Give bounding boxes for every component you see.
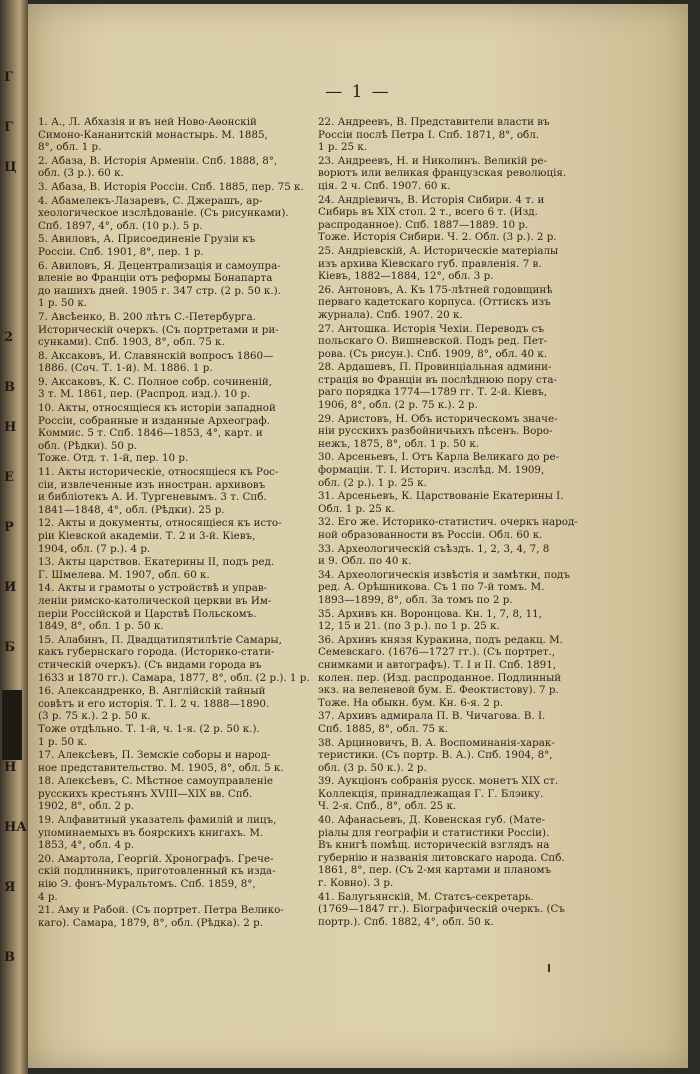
entry-line: (1769—1847 гг.). Біографическій очеркъ. (Съ bbox=[318, 903, 565, 916]
catalog-entry bbox=[318, 737, 593, 775]
catalog-entry bbox=[318, 490, 593, 515]
catalog-entry bbox=[318, 543, 593, 568]
catalog-entry bbox=[318, 775, 593, 813]
entry-line: 1633 и 1870 гг.). Самара, 1877, 8°, обл. (2 р.). 1 р. bbox=[38, 671, 310, 684]
entry-line: 7. Авсѣенко, В. 200 лѣтъ С.-Петербурга. bbox=[38, 310, 256, 323]
entry-line: польскаго О. Вишневской. Подъ ред. Пет- bbox=[318, 335, 548, 348]
entry-line: ной образованности въ Россіи. Обл. 60 к. bbox=[318, 529, 543, 541]
entry-line: 1849, 8°, обл. 1 р. 50 к. bbox=[38, 620, 164, 633]
entry-line: 20. Амартола, Георгій. Хронографъ. Грече- bbox=[38, 852, 274, 865]
entry-line: обл. (3 р. 50 к.). 2 р. bbox=[318, 761, 427, 774]
entry-line: 3 т. М. 1861, пер. (Распрод. изд.). 10 р. bbox=[38, 388, 251, 401]
catalog-entry bbox=[318, 245, 593, 283]
catalog-entry bbox=[318, 451, 593, 489]
spine-letter: Н bbox=[4, 420, 17, 435]
entry-line: 1841—1848, 4°, обл. (Рѣдки). 25 р. bbox=[38, 503, 225, 516]
spine-letter: Ц bbox=[4, 160, 17, 175]
entry-line: 1902, 8°, обл. 2 р. bbox=[38, 800, 135, 813]
entry-line: 10. Акты, относящіеся къ исторіи западной bbox=[38, 402, 276, 415]
spine-letter: В bbox=[4, 950, 15, 965]
entry-line: 41. Балугьянскій, М. Статсъ-секретарь. bbox=[318, 890, 534, 903]
entry-line: хеологическое изслѣдованіе. (Съ рисунками). bbox=[38, 207, 289, 220]
entry-line: 1886. (Соч. Т. 1-й). М. 1886. 1 р. bbox=[38, 362, 213, 375]
entry-line: 39. Аукціонъ собранія русск. монетъ XIX ст. bbox=[318, 775, 559, 788]
entry-line: г. Ковно). 3 р. bbox=[318, 877, 394, 890]
entry-line: ворютъ или великая французская революція. bbox=[318, 167, 567, 180]
entry-line: и библіотекъ А. И. Тургеневымъ. 3 т. Спб. bbox=[38, 491, 267, 504]
catalog-entry bbox=[318, 634, 593, 710]
catalog-entry bbox=[318, 814, 593, 890]
entry-line: русскихъ крестьянъ XVIII—XIX вв. Спб. bbox=[38, 787, 253, 800]
entry-line: Коллекція, принадлежащая Г. Г. Блэику. bbox=[318, 787, 544, 800]
entry-line: 15. Алабинъ, П. Двадцатипятилѣтіе Самары, bbox=[38, 633, 282, 646]
entry-line: 3. Абаза, В. Исторія Россіи. Спб. 1885, пер. 75 к. bbox=[38, 180, 304, 193]
catalog-entry bbox=[318, 569, 593, 607]
catalog-entry bbox=[38, 466, 313, 516]
catalog-entry bbox=[38, 634, 313, 684]
entry-line: какъ губернскаго города. (Историко-стати- bbox=[38, 646, 275, 659]
entry-line: портр.). Спб. 1882, 4°, обл. 50 к. bbox=[318, 915, 494, 928]
catalog-entry bbox=[38, 260, 313, 310]
entry-line: обл. (Рѣдки). 50 р. bbox=[38, 439, 138, 452]
entry-line: 1. А., Л. Абхазія и въ ней Ново-Аѳонскій bbox=[38, 116, 257, 128]
entry-line: Симоно-Кананитскій монастырь. М. 1885, bbox=[38, 128, 268, 141]
entry-line: Обл. 1 р. 25 к. bbox=[318, 502, 395, 515]
catalog-entry bbox=[38, 311, 313, 349]
entry-line: Семевскаго. (1676—1727 гг.). (Съ портрет., bbox=[318, 646, 555, 659]
entry-line: обл. (3 р.). 60 к. bbox=[38, 167, 124, 180]
entry-line: 23. Андреевъ, Н. и Николинъ. Великій ре- bbox=[318, 154, 547, 167]
entry-line: 26. Антоновъ, А. Къ 175-лѣтней годовщинѣ bbox=[318, 283, 553, 296]
catalog-entry bbox=[38, 517, 313, 555]
entry-line: 27. Антошка. Исторія Чехіи. Переводъ съ bbox=[318, 322, 544, 335]
entry-line: Коммис. 5 т. Спб. 1846—1853, 4°, карт. и bbox=[38, 427, 263, 440]
entry-line: Россіи послѣ Петра I. Спб. 1871, 8°, обл. bbox=[318, 128, 540, 141]
spine-letter: Б bbox=[4, 640, 16, 655]
entry-line: Тоже. Отд. т. 1-й, пер. 10 р. bbox=[38, 452, 189, 465]
entry-line: 1861, 8°, пер. (Съ 2-мя картами и планомъ bbox=[318, 864, 552, 877]
right-column bbox=[318, 116, 593, 929]
entry-line: 14. Акты и грамоты о устройствѣ и управ- bbox=[38, 582, 268, 595]
entry-line: 13. Акты царствов. Екатерины II, подъ ред. bbox=[38, 556, 275, 569]
entry-line: 1 р. 50 к. bbox=[38, 297, 88, 310]
entry-line: 1904, обл. (7 р.). 4 р. bbox=[38, 542, 151, 555]
entry-line: 12. Акты и документы, относящіеся къ исто- bbox=[38, 517, 282, 530]
entry-line: стическій очеркъ). (Съ видами города въ bbox=[38, 658, 262, 671]
entry-line: 30. Арсеньевъ, I. Отъ Карла Великаго до ре- bbox=[318, 451, 560, 464]
entry-line: 31. Арсеньевъ, К. Царствованіе Екатерины I. bbox=[318, 490, 564, 503]
entry-line: страція во Франціи въ послѣднюю пору ста- bbox=[318, 373, 558, 386]
entry-line: экз. на веленевой бум. Е. Феоктистову). 7 р. bbox=[318, 684, 559, 697]
binding-label bbox=[2, 690, 22, 760]
entry-line: снимками и автографъ). Т. I и II. Спб. 1891, bbox=[318, 658, 557, 671]
spine-letter: Е bbox=[4, 470, 14, 485]
catalog-entry bbox=[38, 350, 313, 375]
entry-line: 22. Андреевъ, В. Представители власти въ bbox=[318, 116, 550, 128]
entry-line: ніи русскихъ разбойничьихъ пѣсенъ. Воро- bbox=[318, 425, 553, 438]
entry-line: распроданное). Спб. 1887—1889. 10 р. bbox=[318, 218, 529, 231]
catalog-entry bbox=[38, 582, 313, 632]
spine-letter: НА bbox=[4, 820, 27, 835]
entry-line: Сибирь въ XIX стол. 2 т., всего 6 т. (Изд. bbox=[318, 206, 538, 219]
spine-letter: Р bbox=[4, 520, 14, 535]
catalog-entry bbox=[38, 116, 313, 154]
entry-line: Спб. 1885, 8°, обл. 75 к. bbox=[318, 722, 449, 735]
entry-line: сіи, извлеченные изъ иностран. архивовъ bbox=[38, 478, 266, 491]
entry-line: 9. Аксаковъ, К. С. Полное собр. сочиненій, bbox=[38, 375, 273, 388]
entry-line: 16. Александренко, В. Англійскій тайный bbox=[38, 685, 266, 698]
entry-line: вленіе во Франціи отъ реформы Бонапарта bbox=[38, 272, 273, 285]
entry-line: теристики. (Съ портр. В. А.). Спб. 1904, 8°, bbox=[318, 749, 553, 762]
spine-letter: 2 bbox=[4, 330, 14, 345]
entry-line: журнала). Спб. 1907. 20 к. bbox=[318, 308, 463, 321]
entry-line: Кіевъ, 1882—1884, 12°, обл. 3 р. bbox=[318, 270, 494, 283]
entry-line: 1 р. 50 к. bbox=[38, 735, 88, 748]
entry-line: 18. Алексѣевъ, С. Мѣстное самоуправленіе bbox=[38, 775, 273, 788]
catalog-entry bbox=[318, 361, 593, 411]
page-number: — 1 — bbox=[325, 82, 391, 102]
entry-line: скій подлинникъ, приготовленный къ изда- bbox=[38, 865, 276, 878]
catalog-entry bbox=[38, 749, 313, 774]
entry-line: Тоже. Исторія Сибири. Ч. 2. Обл. (3 р.). 2 р. bbox=[318, 231, 557, 244]
entry-line: перваго кадетскаго корпуса. (Оттискъ изъ bbox=[318, 296, 551, 309]
entry-line: 36. Архивъ князя Куракина, подъ редакц. М. bbox=[318, 633, 563, 646]
entry-line: 37. Архивъ адмирала П. В. Чичагова. В. I. bbox=[318, 710, 546, 723]
entry-line: 11. Акты историческіе, относящіеся къ Рос- bbox=[38, 466, 279, 479]
entry-line: обл. (2 р.). 1 р. 25 к. bbox=[318, 476, 427, 489]
entry-line: 29. Аристовъ, Н. Объ историческомъ значе- bbox=[318, 412, 558, 425]
entry-line: 19. Алфавитный указатель фамилій и лицъ, bbox=[38, 814, 277, 827]
spine-letter: И bbox=[4, 580, 17, 595]
entry-line: нежъ, 1875, 8°, обл. 1 р. 50 к. bbox=[318, 437, 480, 450]
entry-line: 1853, 4°, обл. 4 р. bbox=[38, 839, 135, 852]
entry-line: каго). Самара, 1879, 8°, обл. (Рѣдка). 2 р. bbox=[38, 916, 263, 929]
entry-line: 24. Андріевичъ, В. Исторія Сибири. 4 т. и bbox=[318, 193, 545, 206]
entry-line: сунками). Спб. 1903, 8°, обл. 75 к. bbox=[38, 336, 225, 349]
catalog-entry bbox=[38, 814, 313, 852]
spine-letter: Г bbox=[4, 70, 13, 85]
entry-line: и 9. Обл. по 40 к. bbox=[318, 555, 412, 568]
entry-line: Ч. 2-я. Спб., 8°, обл. 25 к. bbox=[318, 800, 457, 813]
spine-letter: Г bbox=[4, 120, 13, 135]
entry-line: совѣтъ и его исторія. Т. I. 2 ч. 1888—1890. bbox=[38, 697, 270, 710]
entry-line: Историческій очеркъ. (Съ портретами и ри- bbox=[38, 323, 279, 336]
entry-line: Россіи, собранные и изданные Археограф. bbox=[38, 414, 270, 427]
entry-line: 32. Его же. Историко-статистич. очеркъ народ- bbox=[318, 516, 578, 529]
catalog-entry bbox=[38, 195, 313, 233]
entry-line: 40. Афанасьевъ, Д. Ковенская губ. (Мате- bbox=[318, 814, 546, 827]
entry-line: ріи Кіевской академіи. Т. 2 и 3-й. Кіевъ, bbox=[38, 530, 256, 542]
entry-line: упоминаемыхъ въ боярскихъ книгахъ. М. bbox=[38, 826, 264, 839]
entry-line: 34. Археологическія извѣстія и замѣтки, подъ bbox=[318, 568, 570, 581]
catalog-page bbox=[28, 4, 688, 1068]
entry-line: ред. А. Орѣшникова. Съ 1 по 7-й томъ. М. bbox=[318, 581, 545, 594]
catalog-entry bbox=[38, 685, 313, 748]
entry-line: изъ архива Кіевскаго губ. правленія. 7 в. bbox=[318, 257, 542, 270]
entry-line: 8. Аксаковъ, И. Славянскій вопросъ 1860— bbox=[38, 349, 274, 362]
catalog-entry bbox=[38, 233, 313, 258]
entry-line: формаціи. Т. I. Историч. изслѣд. М. 1909, bbox=[318, 464, 545, 477]
spine-letter: Н bbox=[4, 760, 17, 775]
catalog-entry bbox=[38, 181, 313, 194]
entry-line: Тоже. На обыкн. бум. Кн. 6-я. 2 р. bbox=[318, 696, 503, 709]
entry-line: 38. Арциновичъ, В. А. Воспоминанія-харак- bbox=[318, 736, 555, 749]
entry-line: 1893—1899, 8°, обл. За томъ по 2 р. bbox=[318, 593, 513, 606]
entry-line: (3 р. 75 к.). 2 р. 50 к. bbox=[38, 710, 151, 723]
catalog-entry bbox=[38, 402, 313, 465]
entry-line: Въ книгѣ помѣщ. историческій взглядъ на bbox=[318, 839, 550, 852]
left-column bbox=[38, 116, 313, 930]
entry-line: Россіи. Спб. 1901, 8°, пер. 1 р. bbox=[38, 245, 204, 258]
entry-line: 8°, обл. 1 р. bbox=[38, 141, 102, 154]
entry-line: леніи римско-католической церкви въ Им- bbox=[38, 594, 272, 607]
entry-line: Спб. 1897, 4°, обл. (10 р.). 5 р. bbox=[38, 219, 203, 232]
catalog-entry bbox=[318, 284, 593, 322]
spine-letter: Я bbox=[4, 880, 16, 895]
catalog-entry bbox=[318, 710, 593, 735]
entry-line: 6. Авиловъ, Я. Децентрализація и самоупра- bbox=[38, 259, 281, 272]
entry-line: періи Россійской и Царствѣ Польскомъ. bbox=[38, 607, 257, 620]
entry-line: 21. Аму и Рабой. (Съ портрет. Петра Велико- bbox=[38, 904, 284, 917]
entry-line: Тоже отдѣльно. Т. 1-й, ч. 1-я. (2 р. 50 к.). bbox=[38, 722, 260, 735]
entry-line: колен. пер. (Изд. распроданное. Подлинный bbox=[318, 671, 562, 684]
catalog-entry bbox=[38, 775, 313, 813]
entry-line: рова. (Съ рисун.). Спб. 1909, 8°, обл. 40 к. bbox=[318, 347, 548, 360]
entry-line: 1906, 8°, обл. (2 р. 75 к.). 2 р. bbox=[318, 399, 478, 412]
entry-line: 5. Авиловъ, А. Присоединеніе Грузіи къ bbox=[38, 233, 256, 246]
entry-line: 28. Ардашевъ, П. Провинціальная админи- bbox=[318, 361, 552, 374]
entry-line: 12, 15 и 21. (по 3 р.). по 1 р. 25 к. bbox=[318, 620, 500, 633]
entry-line: Г. Шмелева. М. 1907, обл. 60 к. bbox=[38, 568, 210, 581]
catalog-entry bbox=[38, 853, 313, 903]
entry-line: ное представительство. М. 1905, 8°, обл. 5 к. bbox=[38, 761, 284, 774]
entry-line: 4 р. bbox=[38, 890, 58, 903]
catalog-entry bbox=[318, 116, 593, 154]
catalog-entry bbox=[318, 516, 593, 541]
entry-line: 25. Андріевскій, А. Историческіе матеріалы bbox=[318, 244, 559, 257]
catalog-entry bbox=[318, 891, 593, 929]
entry-line: 4. Абамелекъ-Лазаревъ, С. Джерашъ, ар- bbox=[38, 194, 263, 207]
entry-line: раго порядка 1774—1789 гг. Т. 2-й. Кіевъ, bbox=[318, 386, 548, 399]
catalog-entry bbox=[318, 194, 593, 244]
entry-line: до нашихъ дней. 1905 г. 347 стр. (2 р. 50 к.). bbox=[38, 284, 281, 297]
catalog-entry bbox=[38, 155, 313, 180]
entry-line: ція. 2 ч. Спб. 1907. 60 к. bbox=[318, 179, 451, 192]
entry-line: 17. Алексѣевъ, П. Земскіе соборы и народ- bbox=[38, 749, 271, 762]
catalog-entry bbox=[318, 323, 593, 361]
entry-line: 2. Абаза, В. Исторія Арменіи. Спб. 1888, 8°, bbox=[38, 154, 278, 167]
spine-letter: В bbox=[4, 380, 15, 395]
book-spine bbox=[0, 0, 28, 1074]
entry-line: ріалы для географіи и статистики Россіи). bbox=[318, 826, 550, 839]
catalog-entry bbox=[38, 904, 313, 929]
entry-line: губернію и названія литовскаго народа. Спб. bbox=[318, 851, 565, 864]
catalog-entry bbox=[318, 608, 593, 633]
page-mark bbox=[548, 964, 550, 972]
entry-line: нію Э. фонъ-Муральтомъ. Спб. 1859, 8°, bbox=[38, 878, 256, 891]
entry-line: 35. Архивъ кн. Воронцова. Кн. 1, 7, 8, 11, bbox=[318, 607, 542, 620]
catalog-entry bbox=[318, 155, 593, 193]
catalog-entry bbox=[318, 413, 593, 451]
entry-line: 1 р. 25 к. bbox=[318, 141, 368, 154]
catalog-entry bbox=[38, 376, 313, 401]
entry-line: 33. Археологическій съѣздъ. 1, 2, 3, 4, 7, 8 bbox=[318, 542, 550, 555]
catalog-entry bbox=[38, 556, 313, 581]
